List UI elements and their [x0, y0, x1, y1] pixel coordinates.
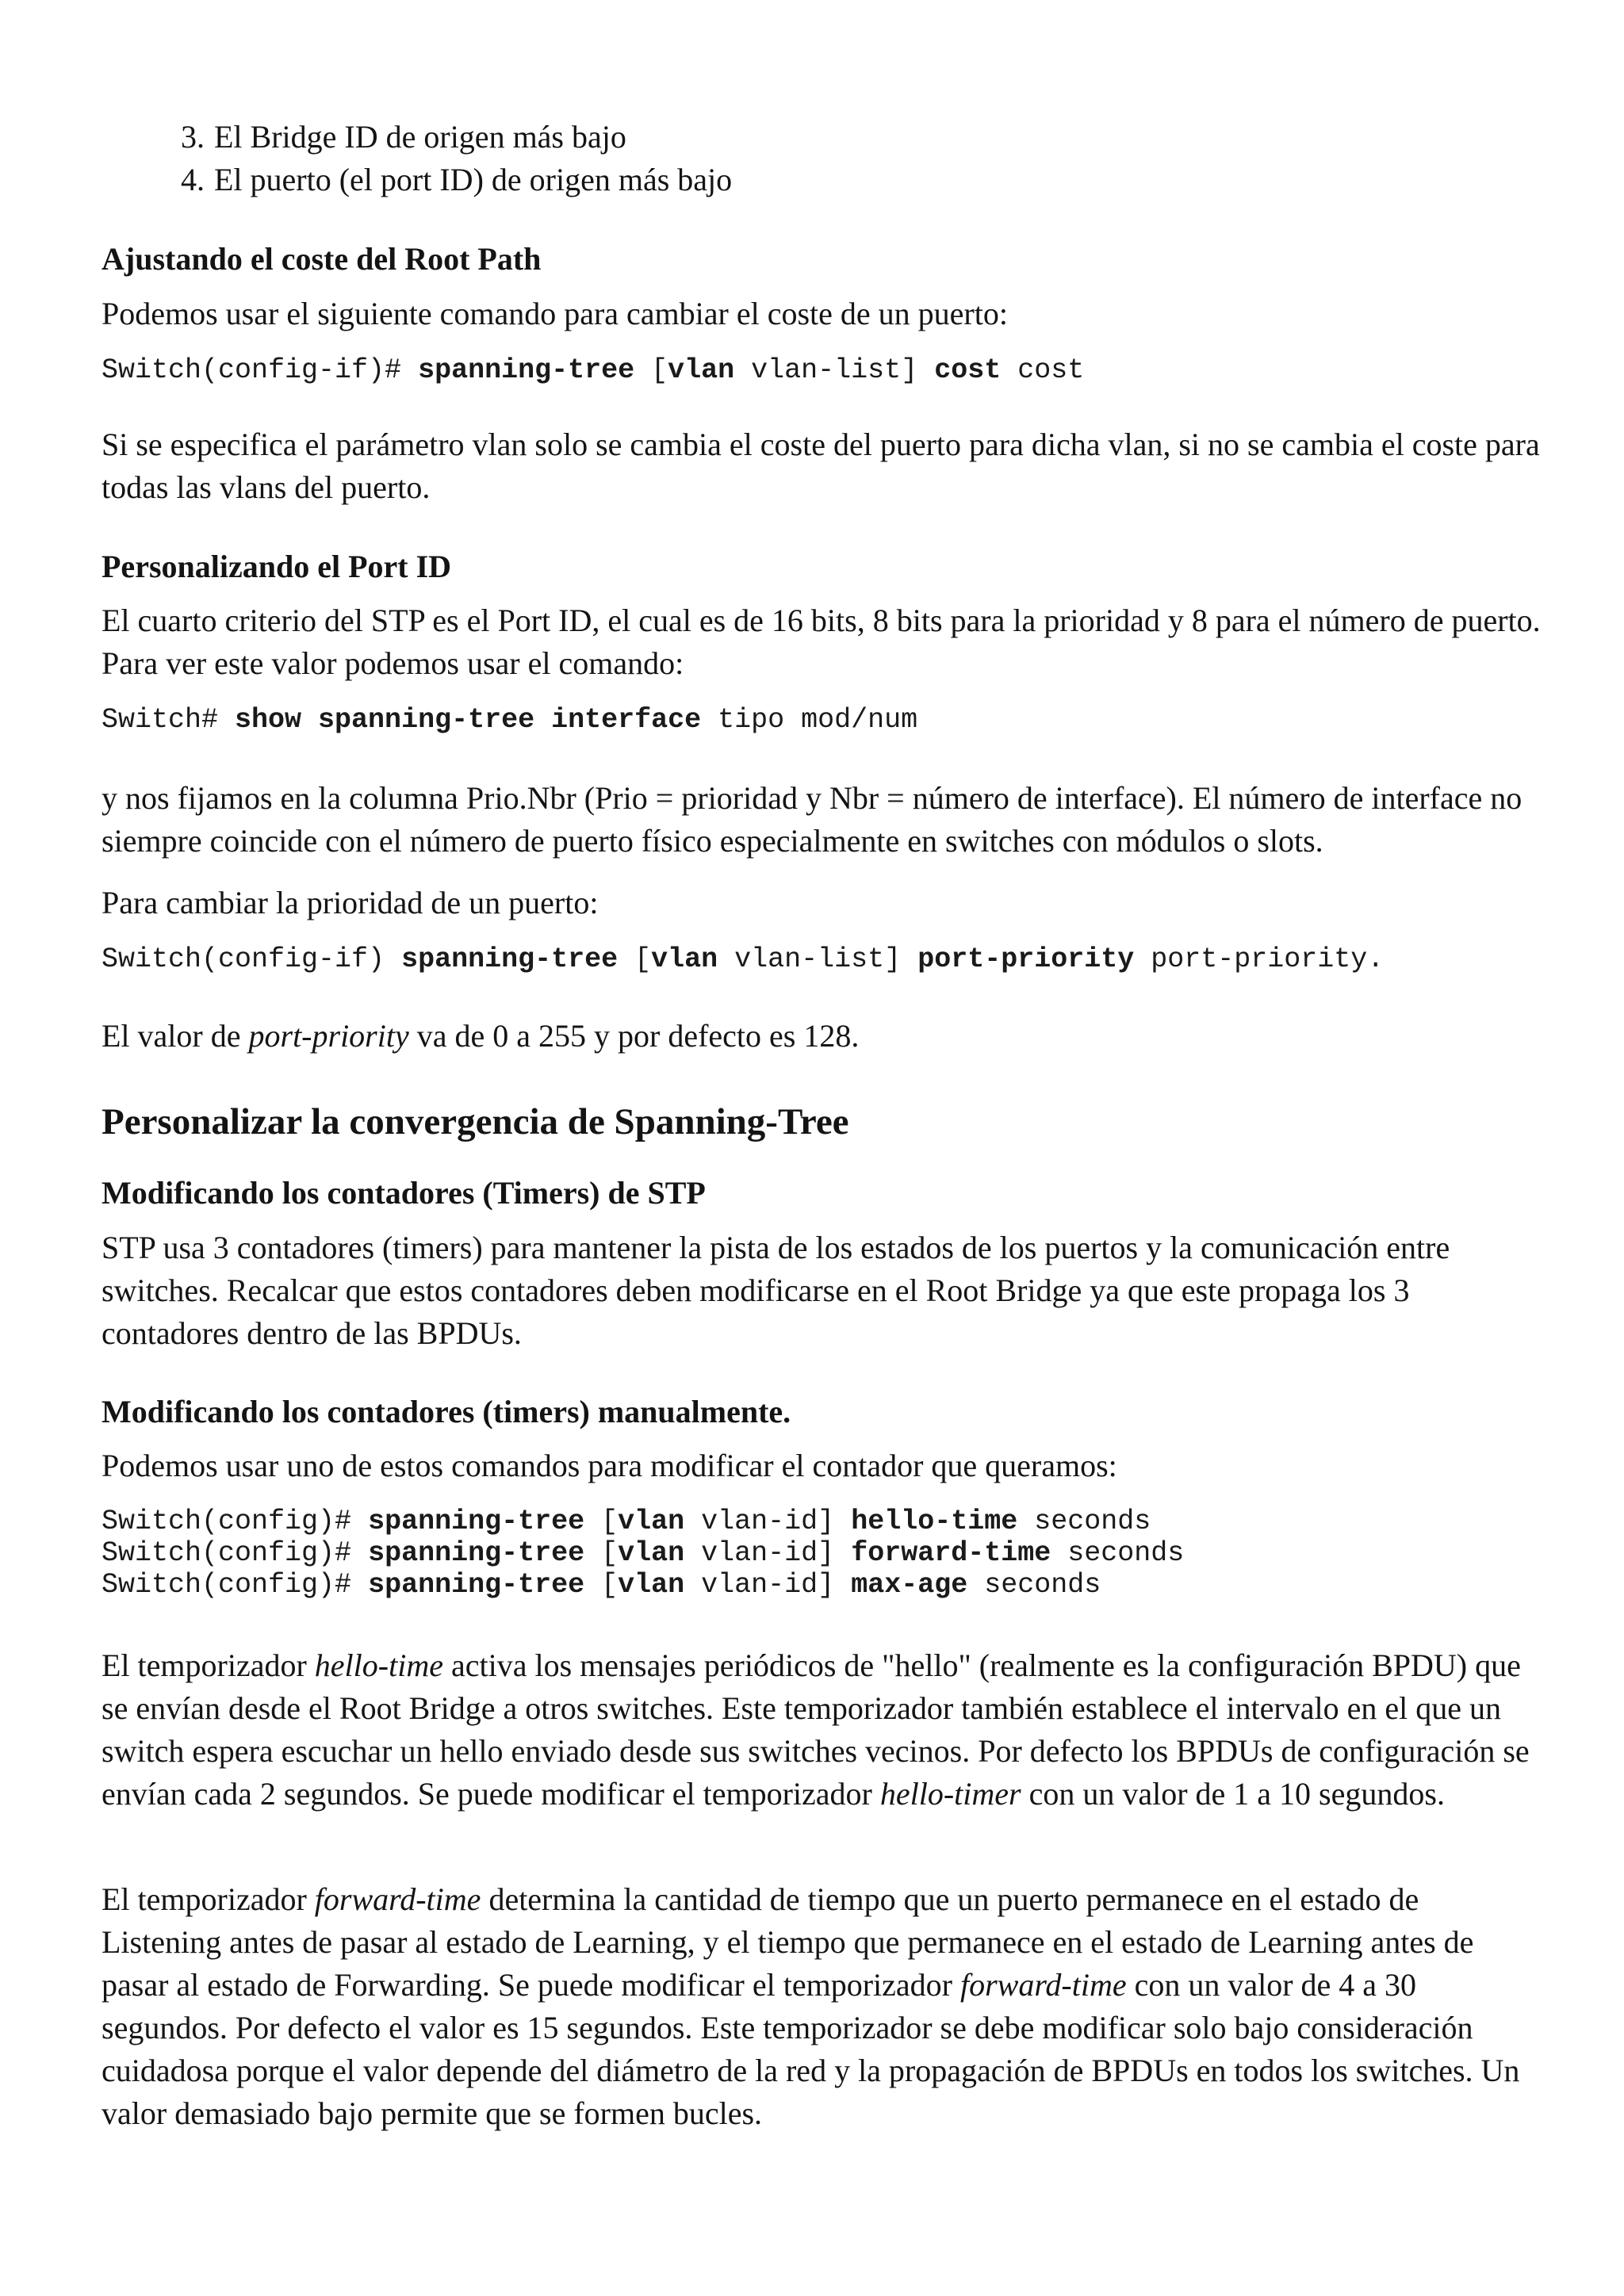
cmd-arg: port-priority.	[1134, 943, 1385, 975]
root-path-command	[102, 354, 1084, 386]
criteria-list	[102, 116, 732, 201]
list-item-text: El Bridge ID de origen más bajo	[214, 119, 626, 155]
cmd-arg: seconds	[967, 1569, 1101, 1601]
cmd-keyword: forward-time	[851, 1537, 1051, 1569]
timers-heading: Modificando los contadores (Timers) de STP	[102, 1175, 706, 1211]
cmd-prompt: Switch(config)#	[102, 1537, 369, 1569]
cmd-arg: cost	[1001, 354, 1085, 386]
text-run: va de 0 a 255 y por defecto es 128.	[408, 1018, 860, 1054]
text-run: con un valor de 4 a 30 segundos. Por defecto el valor es 15 segundos. Este temporizador se debe modificar solo bajo consideración cuidadosa porque el valor depende del diámetro de la red y la propagación de BPDUs en todos los switches. Un valor demasiado bajo permite que se formen bucles.	[102, 1967, 1520, 2131]
text-run: con un valor de 1 a 10 segundos.	[1021, 1776, 1445, 1812]
cmd-arg: vlan-list]	[734, 354, 935, 386]
cmd-text: [	[584, 1569, 619, 1601]
cmd-arg: vlan-id]	[684, 1569, 852, 1601]
text-run: El temporizador	[102, 1881, 315, 1917]
text-run: determina la cantidad de tiempo que un puerto permanece en el estado de Listening antes de pasar al estado de Learning, y el tiempo que permanece en el estado de Learning antes de pasar al estado de Forwarding. Se puede modificar el temporizador	[102, 1881, 1474, 2003]
port-id-command	[102, 704, 917, 736]
italic-term: port-priority	[248, 1018, 409, 1054]
cmd-keyword: vlan	[618, 1537, 685, 1569]
cmd-keyword: spanning-tree	[418, 354, 635, 386]
italic-term: hello-timer	[879, 1776, 1021, 1812]
cmd-keyword: vlan	[618, 1569, 685, 1601]
cmd-text: [	[618, 943, 652, 975]
cmd-keyword: vlan	[668, 354, 735, 386]
cmd-prompt: Switch(config-if)#	[102, 354, 419, 386]
italic-term: forward-time	[959, 1967, 1127, 2003]
cmd-keyword: vlan	[618, 1506, 685, 1537]
cmd-prompt: Switch(config)#	[102, 1569, 369, 1601]
cmd-prompt: Switch(config)#	[102, 1506, 369, 1537]
manual-timers-heading: Modificando los contadores (timers) manualmente.	[102, 1394, 791, 1429]
list-item-text: El puerto (el port ID) de origen más bajo	[214, 162, 733, 197]
text-run: El temporizador	[102, 1647, 315, 1683]
list-item-number: 3.	[181, 119, 205, 155]
cmd-keyword: spanning-tree	[401, 943, 619, 975]
timer-command-line	[102, 1537, 1184, 1569]
cmd-keyword: show spanning-tree interface	[235, 704, 702, 736]
cmd-keyword: hello-time	[851, 1506, 1018, 1537]
cmd-prompt: Switch(config-if)	[102, 943, 402, 975]
italic-term: forward-time	[314, 1881, 481, 1917]
cmd-text: [	[584, 1506, 619, 1537]
port-priority-command	[102, 943, 1384, 975]
list-item	[102, 159, 732, 201]
cmd-arg: vlan-id]	[684, 1506, 852, 1537]
list-item	[102, 116, 732, 159]
cmd-prompt: Switch#	[102, 704, 236, 736]
port-id-heading: Personalizando el Port ID	[102, 549, 452, 584]
port-id-explanation: y nos fijamos en la columna Prio.Nbr (Prio = prioridad y Nbr = número de interface). El número de interface no siempre coincide con el número de puerto físico especialmente en switches con módulos o slots.	[102, 780, 1522, 859]
cmd-keyword: spanning-tree	[368, 1569, 585, 1601]
root-path-explanation: Si se especifica el parámetro vlan solo se cambia el coste del puerto para dicha vlan, si no se cambia el coste para todas las vlans del puerto.	[102, 427, 1540, 505]
text-run: El valor de	[102, 1018, 249, 1054]
timer-command-line	[102, 1506, 1151, 1537]
cmd-keyword: port-priority	[917, 943, 1135, 975]
port-priority-range	[102, 1015, 1545, 1058]
convergence-title: Personalizar la convergencia de Spanning-Tree	[102, 1101, 849, 1142]
manual-timers-intro: Podemos usar uno de estos comandos para modificar el contador que queramos:	[102, 1448, 1117, 1483]
cmd-arg: vlan-id]	[684, 1537, 852, 1569]
cmd-arg: seconds	[1051, 1537, 1185, 1569]
cmd-keyword: vlan	[651, 943, 718, 975]
hello-time-paragraph	[102, 1644, 1545, 1816]
timers-text: STP usa 3 contadores (timers) para mantener la pista de los estados de los puertos y la comunicación entre switches. Recalcar que estos contadores deben modificarse en el Root Bridge ya que este propaga los 3 contadores dentro de las BPDUs.	[102, 1230, 1450, 1351]
cmd-keyword: cost	[934, 354, 1002, 386]
cmd-keyword: spanning-tree	[368, 1537, 585, 1569]
list-item-number: 4.	[181, 162, 205, 197]
italic-term: hello-time	[314, 1647, 443, 1683]
timer-commands	[102, 1506, 1184, 1601]
cmd-arg: tipo mod/num	[701, 704, 918, 736]
forward-time-paragraph	[102, 1878, 1545, 2135]
cmd-arg: seconds	[1017, 1506, 1151, 1537]
root-path-heading: Ajustando el coste del Root Path	[102, 241, 542, 277]
port-priority-intro: Para cambiar la prioridad de un puerto:	[102, 885, 599, 920]
timer-command-line	[102, 1569, 1101, 1601]
cmd-text: [	[584, 1537, 619, 1569]
cmd-keyword: spanning-tree	[368, 1506, 585, 1537]
text-run: activa los mensajes periódicos de "hello" (realmente es la configuración BPDU) que se envían desde el Root Bridge a otros switches. Este temporizador también establece el intervalo en el que un switch espera escuchar un hello enviado desde sus switches vecinos. Por defecto los BPDUs de configuración se envían cada 2 segundos. Se puede modificar el temporizador	[102, 1647, 1530, 1812]
port-id-intro: El cuarto criterio del STP es el Port ID, el cual es de 16 bits, 8 bits para la prioridad y 8 para el número de puerto. Para ver este valor podemos usar el comando:	[102, 603, 1541, 681]
cmd-text: [	[634, 354, 668, 386]
root-path-intro: Podemos usar el siguiente comando para cambiar el coste de un puerto:	[102, 296, 1008, 331]
cmd-keyword: max-age	[851, 1569, 968, 1601]
cmd-arg: vlan-list]	[718, 943, 918, 975]
